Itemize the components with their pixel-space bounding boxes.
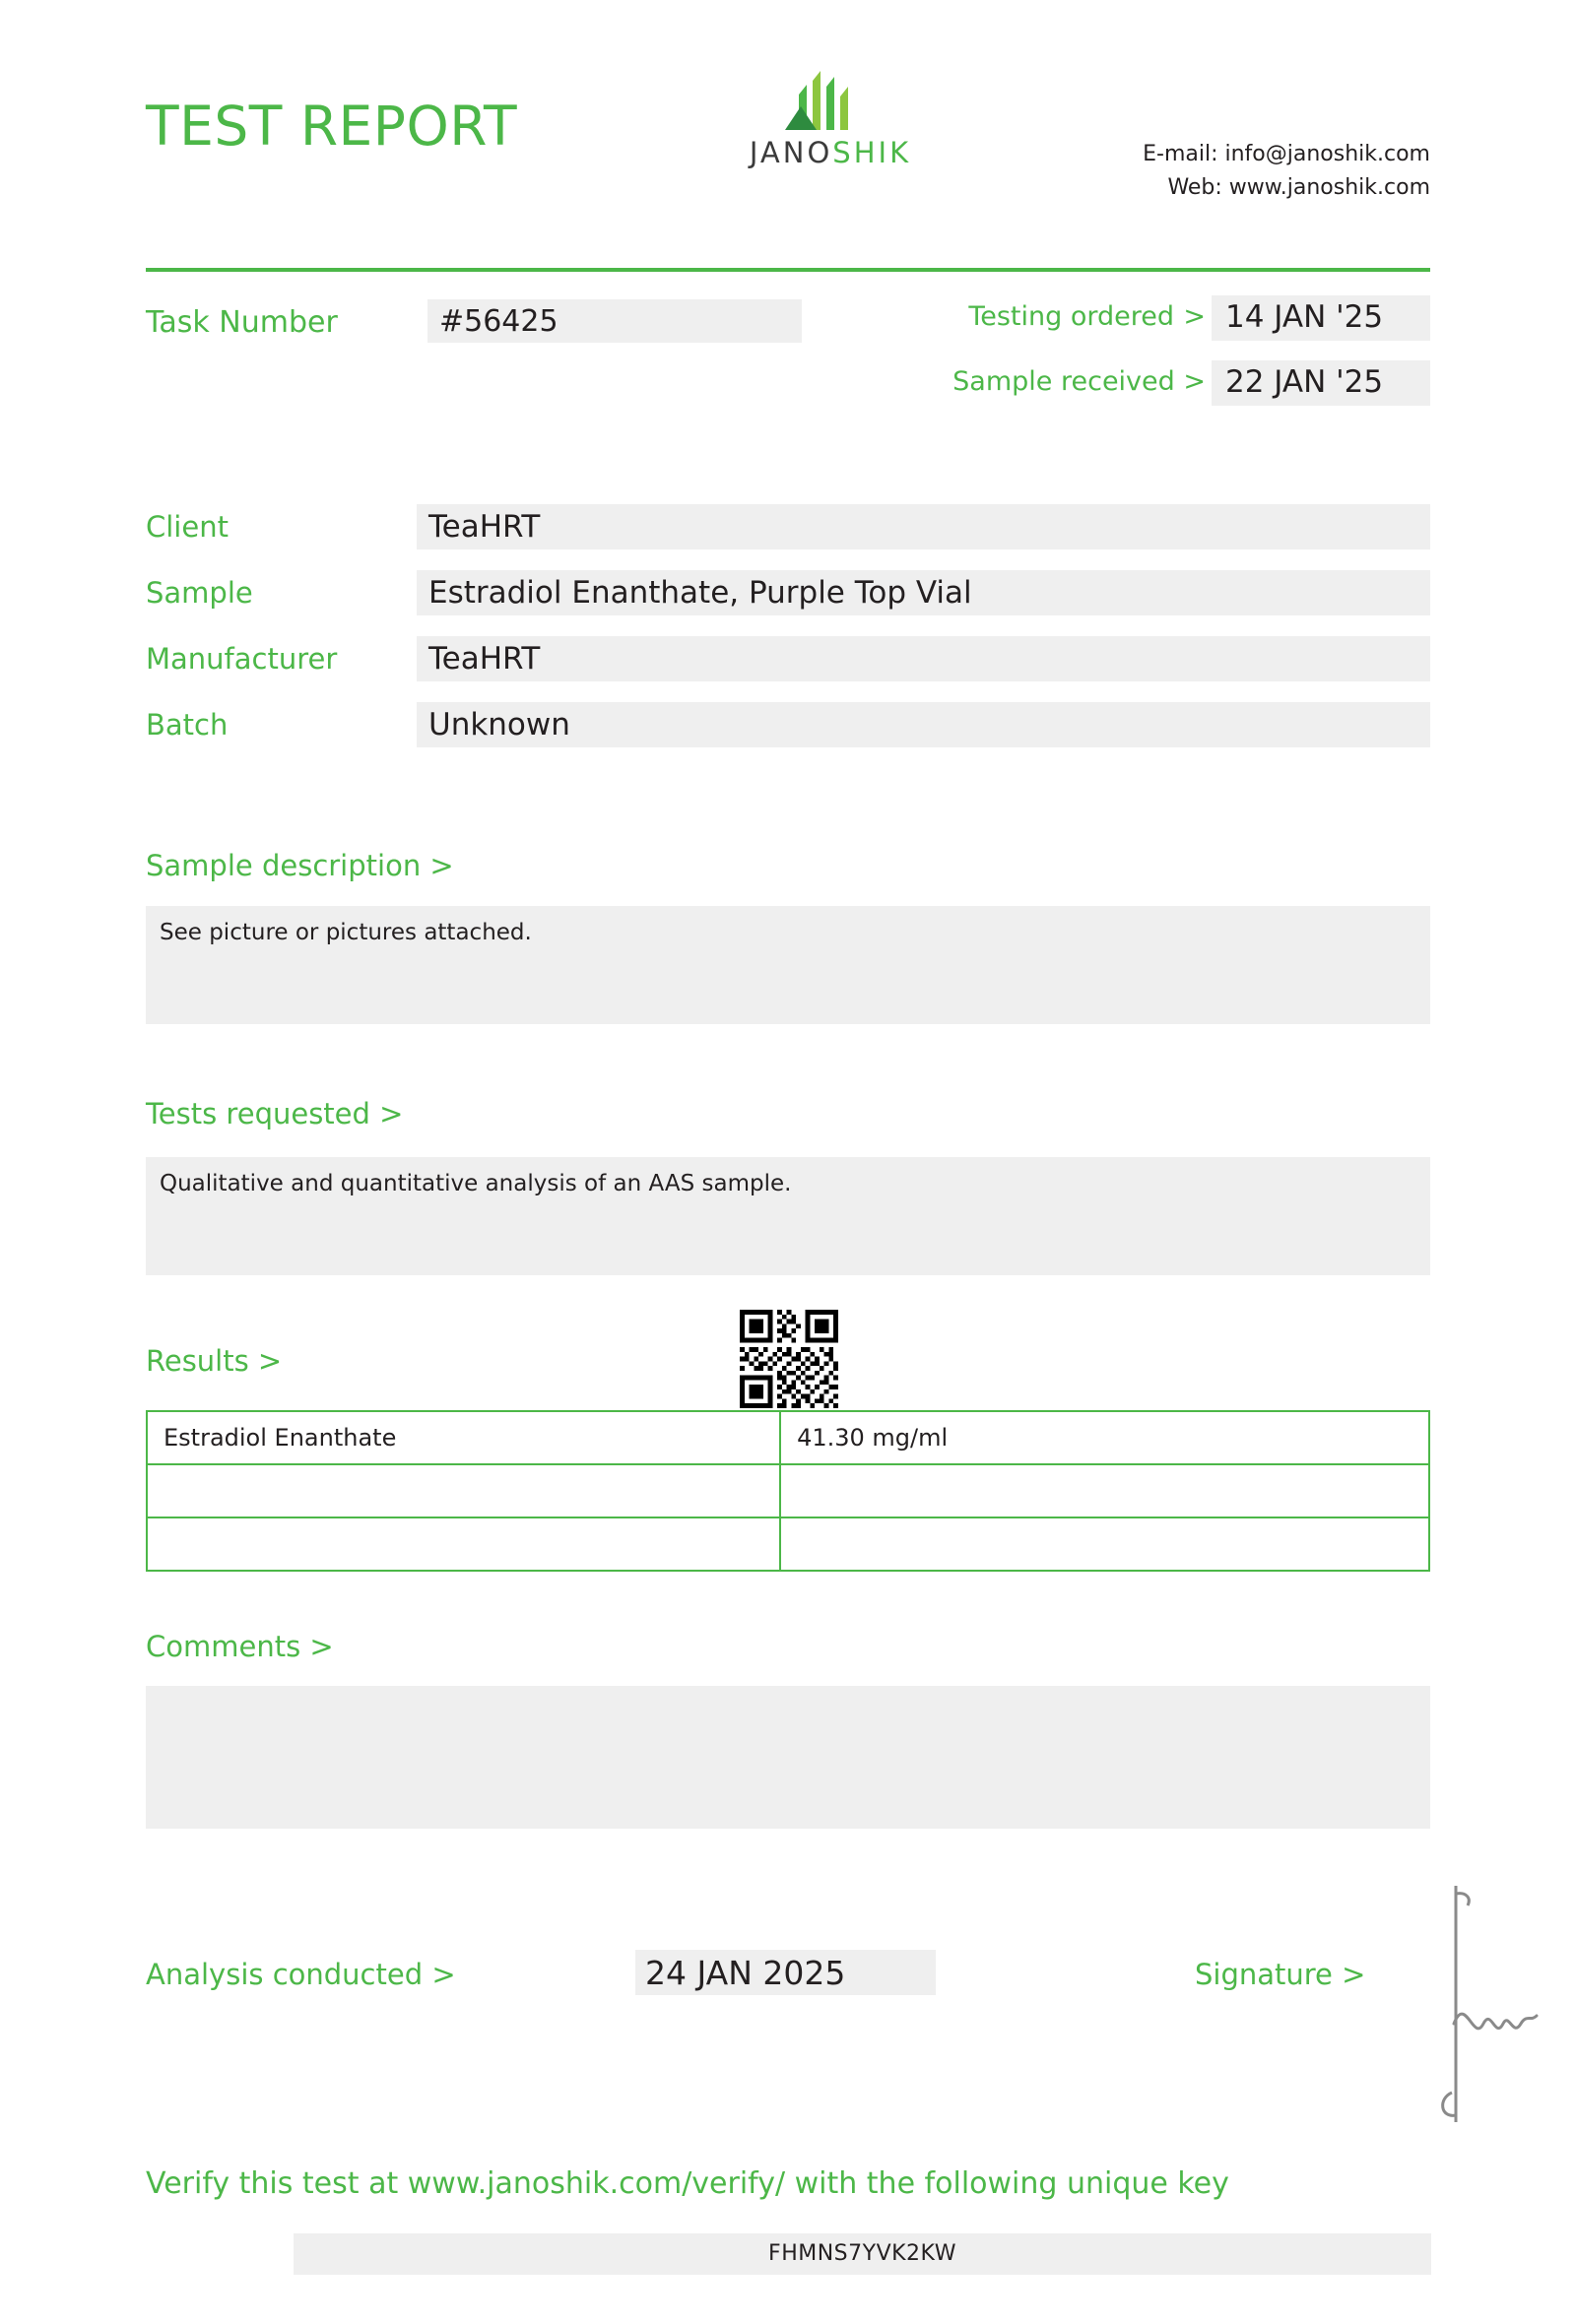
- contact-email: E-mail: info@janoshik.com: [1143, 142, 1430, 166]
- comments-text: [146, 1686, 1430, 1829]
- brand-wordmark: [697, 136, 963, 169]
- brand-logo: [697, 69, 963, 169]
- sample-received-value: 22 JAN '25: [1212, 360, 1430, 406]
- result-value: 41.30 mg/ml: [780, 1411, 1429, 1464]
- results-table: [146, 1410, 1430, 1572]
- sample-received-row: [879, 360, 1430, 408]
- sample-label: Sample: [146, 576, 253, 610]
- testing-ordered-arrow: >: [1183, 301, 1206, 332]
- table-row: [147, 1517, 1429, 1571]
- batch-label: Batch: [146, 708, 229, 742]
- analysis-conducted-label: Analysis conducted >: [146, 1958, 456, 1991]
- results-heading: Results >: [146, 1344, 283, 1378]
- contact-web: Web: www.janoshik.com: [1167, 175, 1430, 200]
- result-value: [780, 1464, 1429, 1517]
- info-row-batch: [146, 702, 1430, 753]
- result-compound: [147, 1464, 780, 1517]
- manufacturer-label: Manufacturer: [146, 642, 338, 676]
- client-label: Client: [146, 510, 229, 544]
- task-number-value: #56425: [427, 299, 802, 343]
- table-row: [147, 1464, 1429, 1517]
- task-number-label: Task Number: [146, 305, 338, 340]
- tests-requested-heading: Tests requested >: [146, 1097, 404, 1130]
- report-content: [146, 0, 1430, 2266]
- task-row: [146, 295, 1430, 414]
- sample-received-label: Sample received >: [952, 366, 1206, 397]
- date-block: [879, 295, 1430, 425]
- analysis-conducted-date: 24 JAN 2025: [635, 1950, 936, 1995]
- unique-key-value: FHMNS7YVK2KW: [294, 2233, 1431, 2275]
- brand-wordmark-green: SHIK: [832, 136, 912, 169]
- manufacturer-value: TeaHRT: [417, 636, 1430, 681]
- testing-ordered-row: [879, 295, 1430, 343]
- tests-requested-text: Qualitative and quantitative analysis of an AAS sample.: [146, 1157, 1430, 1275]
- result-compound: Estradiol Enanthate: [147, 1411, 780, 1464]
- sample-description-text: See picture or pictures attached.: [146, 906, 1430, 1024]
- brand-wordmark-dark: JANO: [749, 136, 833, 169]
- sample-info-table: [146, 504, 1430, 768]
- mountain-logo-icon: [771, 69, 889, 132]
- comments-heading: Comments >: [146, 1630, 334, 1663]
- client-value: TeaHRT: [417, 504, 1430, 549]
- testing-ordered-label: Testing ordered: [968, 301, 1174, 332]
- sample-value: Estradiol Enanthate, Purple Top Vial: [417, 570, 1430, 615]
- page-title: TEST REPORT: [146, 95, 518, 158]
- verify-text: Verify this test at www.janoshik.com/verify/ with the following unique key: [146, 2166, 1229, 2201]
- batch-value: Unknown: [417, 702, 1430, 747]
- sample-description-heading: Sample description >: [146, 849, 454, 882]
- signature-label: Signature >: [1195, 1958, 1366, 1991]
- result-compound: [147, 1517, 780, 1571]
- testing-ordered-value: 14 JAN '25: [1212, 295, 1430, 341]
- report-header: [146, 0, 1430, 200]
- signature-icon: [1426, 1876, 1544, 2132]
- qr-code-icon: [737, 1310, 841, 1408]
- result-value: [780, 1517, 1429, 1571]
- header-divider: [146, 268, 1430, 272]
- contact-block: [1143, 138, 1430, 205]
- table-row: [147, 1411, 1429, 1464]
- info-row-sample: [146, 570, 1430, 621]
- info-row-manufacturer: [146, 636, 1430, 687]
- info-row-client: [146, 504, 1430, 555]
